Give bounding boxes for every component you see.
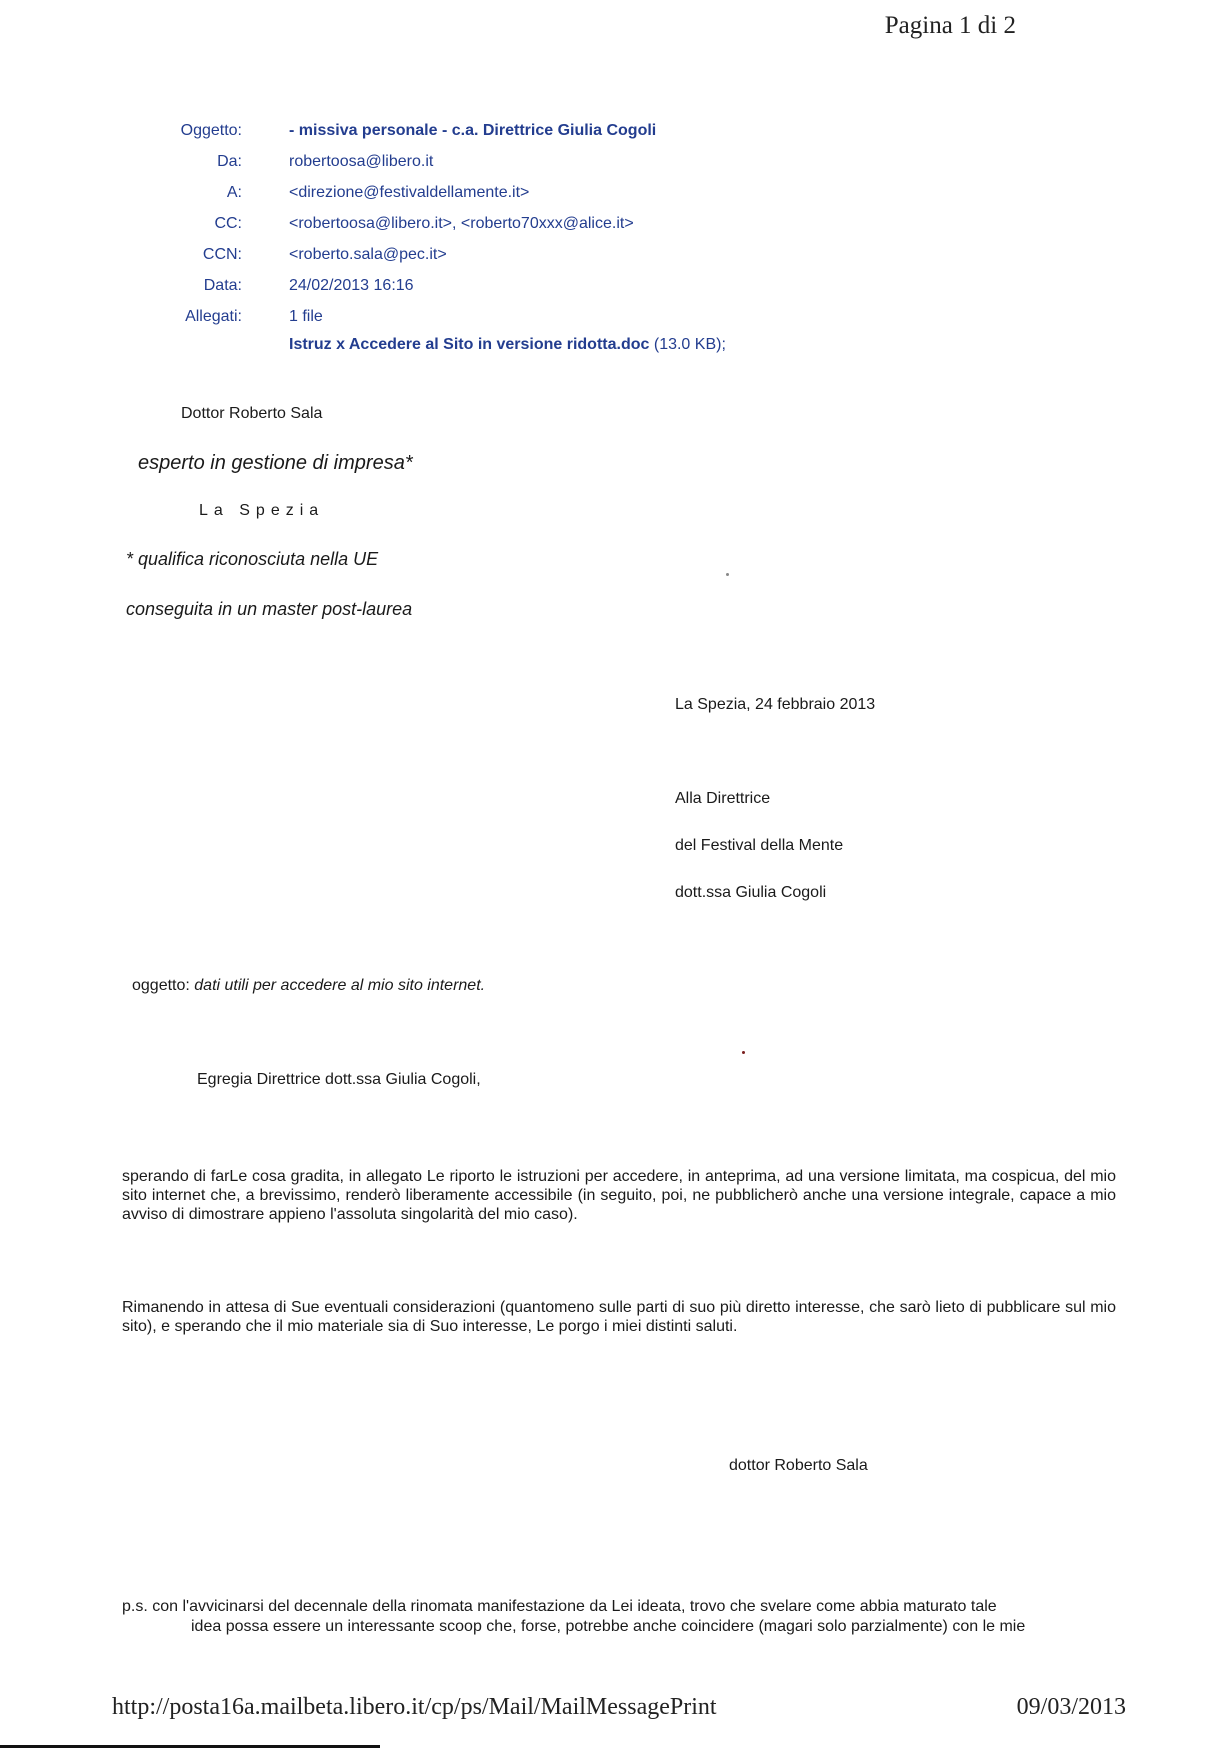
sender-note-line1: * qualifica riconosciuta nella UE	[126, 549, 379, 569]
place-date: La Spezia, 24 febbraio 2013	[675, 696, 876, 713]
attachment-entry	[289, 336, 726, 354]
attachment-size: (13.0 KB);	[653, 336, 726, 353]
salutation: Egregia Direttrice dott.ssa Giulia Cogoli,	[197, 1071, 481, 1088]
recipient-line2: del Festival della Mente	[675, 837, 844, 854]
object-label: oggetto:	[132, 977, 190, 994]
subject-value: - missiva personale - c.a. Direttrice Giulia Cogoli	[289, 122, 657, 139]
recipient-line1: Alla Direttrice	[675, 790, 771, 807]
sender-city: La Spezia	[199, 502, 325, 519]
attachment-name[interactable]: Istruz x Accedere al Sito in versione ridotta.doc	[289, 336, 650, 353]
to-label: A:	[226, 184, 242, 201]
body-paragraph-2: Rimanendo in attesa di Sue eventuali considerazioni (quantomeno sulle parti di suo più diretto interesse, che sarò lieto di pubblicare sul mio sito), e sperando che il mio materiale sia di Suo interesse, Le porgo i miei distinti saluti.	[122, 1299, 1116, 1335]
bcc-label: CCN:	[202, 246, 242, 263]
footer-url: http://posta16a.mailbeta.libero.it/cp/ps/Mail/MailMessagePrint	[112, 1694, 717, 1720]
footer-divider	[0, 1745, 380, 1748]
to-value: <direzione@festivaldellamente.it>	[289, 184, 530, 201]
cc-label: CC:	[214, 215, 242, 232]
signature: dottor Roberto Sala	[729, 1457, 868, 1474]
bcc-value: <roberto.sala@pec.it>	[289, 246, 447, 263]
cc-value: <robertoosa@libero.it>, <roberto70xxx@alice.it>	[289, 215, 634, 232]
postscript-line1: p.s. con l'avvicinarsi del decennale della rinomata manifestazione da Lei ideata, trovo che svelare come abbia maturato tale	[122, 1598, 997, 1615]
sender-name: Dottor Roberto Sala	[181, 405, 323, 422]
scan-speck	[742, 1051, 745, 1054]
postscript-line2: idea possa essere un interessante scoop che, forse, potrebbe anche coincidere (magari solo parzialmente) con le mie	[191, 1618, 1026, 1635]
subject-label: Oggetto:	[180, 122, 242, 139]
from-label: Da:	[217, 153, 242, 170]
sender-note-line2: conseguita in un master post-laurea	[126, 599, 413, 619]
sender-title: esperto in gestione di impresa*	[138, 452, 413, 474]
attachments-count: 1 file	[289, 308, 323, 325]
body-paragraph-1: sperando di farLe cosa gradita, in allegato Le riporto le istruzioni per accedere, in anteprima, ad una versione limitata, ma cospicua, del mio sito internet che, a brevissimo, renderò liberamente accessibile (in seguito, poi, ne pubblicherò anche una versione integrale, capace a mio avviso di dimostrare appieno l'assoluta singolarità del mio caso).	[122, 1168, 1116, 1223]
attachments-label: Allegati:	[185, 308, 242, 325]
object-text: dati utili per accedere al mio sito internet.	[194, 977, 486, 994]
from-value: robertoosa@libero.it	[289, 153, 434, 170]
footer-date: 09/03/2013	[1016, 1694, 1126, 1720]
date-label: Data:	[203, 277, 242, 294]
object-line	[132, 977, 485, 995]
page-number: Pagina 1 di 2	[884, 12, 1016, 39]
scan-speck	[726, 573, 729, 576]
recipient-line3: dott.ssa Giulia Cogoli	[675, 884, 827, 901]
date-value: 24/02/2013 16:16	[289, 277, 414, 294]
